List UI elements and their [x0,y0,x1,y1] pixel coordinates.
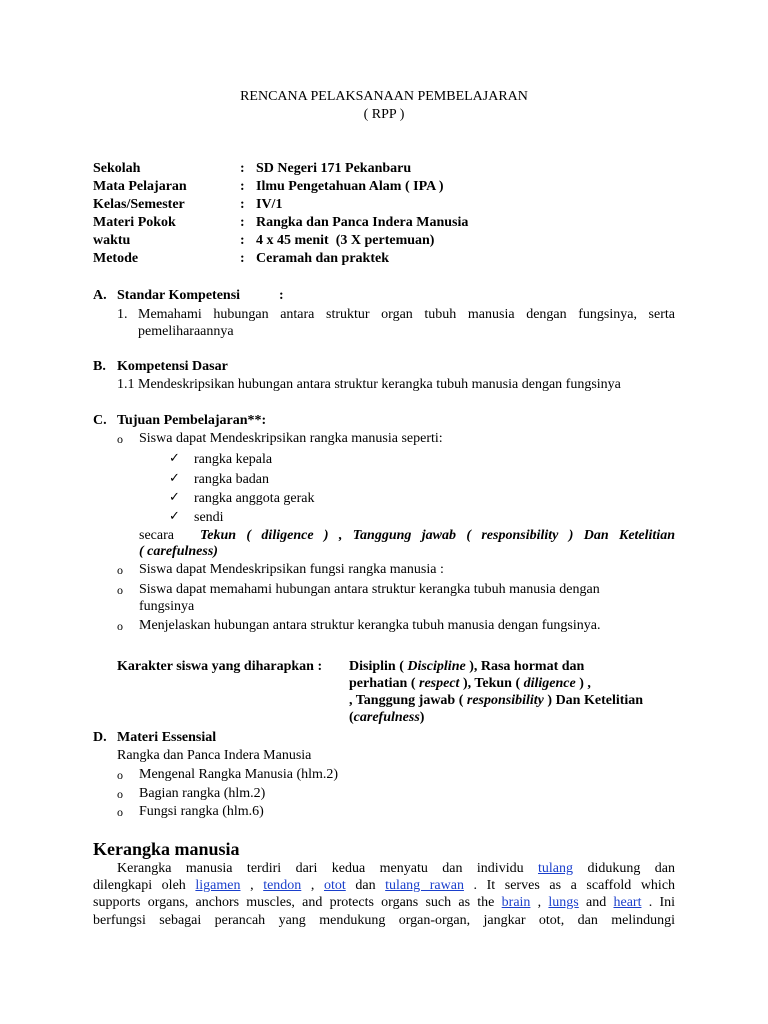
karakter-label: Karakter siswa yang diharapkan : [117,659,323,674]
info-row-kelas [93,196,693,214]
paragraph-text: Kerangka manusia terdiri dari kedua menyatu dan individu [117,861,524,876]
karakter-text: responsibility [466,693,544,708]
check-item: sendi [194,510,224,525]
karakter-text: ( [349,710,354,725]
section-heading-tujuan-pembelajaran: Tujuan Pembelajaran**: [117,413,267,428]
sk-text-line1: Memahami hubungan antara struktur organ tubuh manusia dengan fungsinya, serta [138,307,675,322]
document-title: RENCANA PELAKSANAAN PEMBELAJARAN [240,89,528,104]
tp-item-2: Siswa dapat Mendeskripsikan fungsi rangka manusia : [139,562,444,577]
me-item: Fungsi rangka (hlm.6) [139,804,264,819]
paragraph-text: , [250,878,254,893]
karakter-text: , Tanggung jawab ( [349,693,464,708]
karakter-value-line4 [349,709,424,726]
karakter-text: ) Dan Ketelitian [547,693,644,708]
paragraph-text: , [537,895,542,910]
info-label: Metode [93,251,139,266]
paragraph-text: dilengkapi oleh [93,878,186,893]
me-item: Mengenal Rangka Manusia (hlm.2) [139,767,339,782]
bullet-marker: o [117,768,123,782]
info-label: Materi Pokok [93,215,176,230]
paragraph-text: supports organs, anchors muscles, and protects organs such as the [93,895,495,910]
info-value: Ilmu Pengetahuan Alam ( IPA ) [256,179,444,194]
section-letter-b: B. [93,359,106,374]
karakter-value-line3 [349,692,643,709]
tp-item-4: Menjelaskan hubungan antara struktur kerangka tubuh manusia dengan fungsinya. [139,618,601,633]
info-label: Sekolah [93,161,141,176]
link-lungs[interactable]: lungs [548,895,579,910]
paragraph-text: and [586,895,607,910]
karakter-text: carefulness [353,710,420,725]
link-otot[interactable]: otot [323,878,346,893]
document-subtitle: ( RPP ) [363,107,405,122]
link-tulang[interactable]: tulang [538,861,574,876]
section-heading-materi-essensial: Materi Essensial [117,730,217,745]
me-item: Bagian rangka (hlm.2) [139,786,266,801]
karakter-text: Discipline [407,659,466,674]
link-tendon[interactable]: tendon [263,878,302,893]
karakter-value-line2 [349,675,591,692]
tp-item-3-line1: Siswa dapat memahami hubungan antara struktur kerangka tubuh manusia dengan [139,582,600,597]
secara-line1: Tekun ( diligence ) , Tanggung jawab ( responsibility ) Dan Ketelitian [200,528,675,543]
info-colon: : [240,233,245,248]
bullet-marker: o [117,583,123,597]
tp-item-3-line2: fungsinya [139,599,195,614]
karakter-text: ) , [579,676,591,691]
paragraph-text: dan [355,878,376,893]
section-heading-kompetensi-dasar: Kompetensi Dasar [117,359,228,374]
info-colon: : [240,161,245,176]
paragraph-line [93,877,675,894]
check-item: rangka badan [194,472,270,487]
tp-item-1: Siswa dapat Mendeskripsikan rangka manusia seperti: [139,431,443,446]
info-label: waktu [93,233,131,248]
section-heading-colon: : [279,288,284,303]
section-letter-c: C. [93,413,107,428]
karakter-text: diligence [523,676,576,691]
paragraph-line [93,894,675,911]
bullet-marker: o [117,563,123,577]
karakter-text: respect [419,676,460,691]
kd-text: 1.1 Mendeskripsikan hubungan antara struktur kerangka tubuh manusia dengan fungsinya [117,377,621,392]
karakter-value-line1 [349,658,584,675]
info-row-metode [93,250,693,268]
info-colon: : [240,215,245,230]
paragraph-text: . It serves as a scaffold which [473,878,676,893]
link-tulang-rawan[interactable]: tulang rawan [385,878,464,893]
bullet-marker: o [117,805,123,819]
karakter-text: Disiplin ( [349,659,404,674]
check-item: rangka kepala [194,452,273,467]
section-letter-d: D. [93,730,107,745]
link-ligamen[interactable]: ligamen [195,878,241,893]
bullet-marker: o [117,787,123,801]
me-subheading: Rangka dan Panca Indera Manusia [117,748,312,763]
section-letter-a: A. [93,288,107,303]
karakter-text: ) [419,710,425,725]
link-heart[interactable]: heart [613,895,642,910]
info-colon: : [240,179,245,194]
info-table [93,160,693,268]
paragraph-text: didukung dan [587,861,676,876]
check-item: rangka anggota gerak [194,491,315,506]
sk-text-line2: pemeliharaannya [138,324,234,339]
paragraph-line: berfungsi sebagai perancah yang mendukung organ-organ, jangkar otot, dan melindungi [93,913,675,928]
info-row-waktu [93,232,693,250]
check-icon: ✓ [169,508,180,523]
info-colon: : [240,197,245,212]
secara-prefix: secara [139,528,174,543]
bullet-marker: o [117,432,123,446]
paragraph-text: . Ini [648,895,676,910]
info-value: Rangka dan Panca Indera Manusia [256,215,469,230]
info-label: Kelas/Semester [93,197,185,212]
info-value: 4 x 45 menit (3 X pertemuan) [256,233,435,248]
info-value: SD Negeri 171 Pekanbaru [256,161,412,176]
info-row-materi [93,214,693,232]
karakter-text: ), Tekun ( [462,676,521,691]
karakter-text: perhatian ( [349,676,416,691]
kerangka-heading: Kerangka manusia [93,839,240,859]
bullet-marker: o [117,619,123,633]
info-colon: : [240,251,245,266]
info-label: Mata Pelajaran [93,179,187,194]
check-icon: ✓ [169,489,180,504]
check-icon: ✓ [169,470,180,485]
secara-line2: ( carefulness) [139,544,218,559]
info-value: IV/1 [256,197,283,212]
paragraph-text: , [310,878,315,893]
check-icon: ✓ [169,450,180,465]
info-value: Ceramah dan praktek [256,251,390,266]
karakter-text: ), Rasa hormat dan [469,659,585,674]
section-heading-standar-kompetensi: Standar Kompetensi [117,288,241,303]
link-brain[interactable]: brain [501,895,531,910]
paragraph-line [93,860,675,877]
list-number: 1. [117,307,128,322]
info-row-sekolah [93,160,693,178]
info-row-mapel [93,178,693,196]
